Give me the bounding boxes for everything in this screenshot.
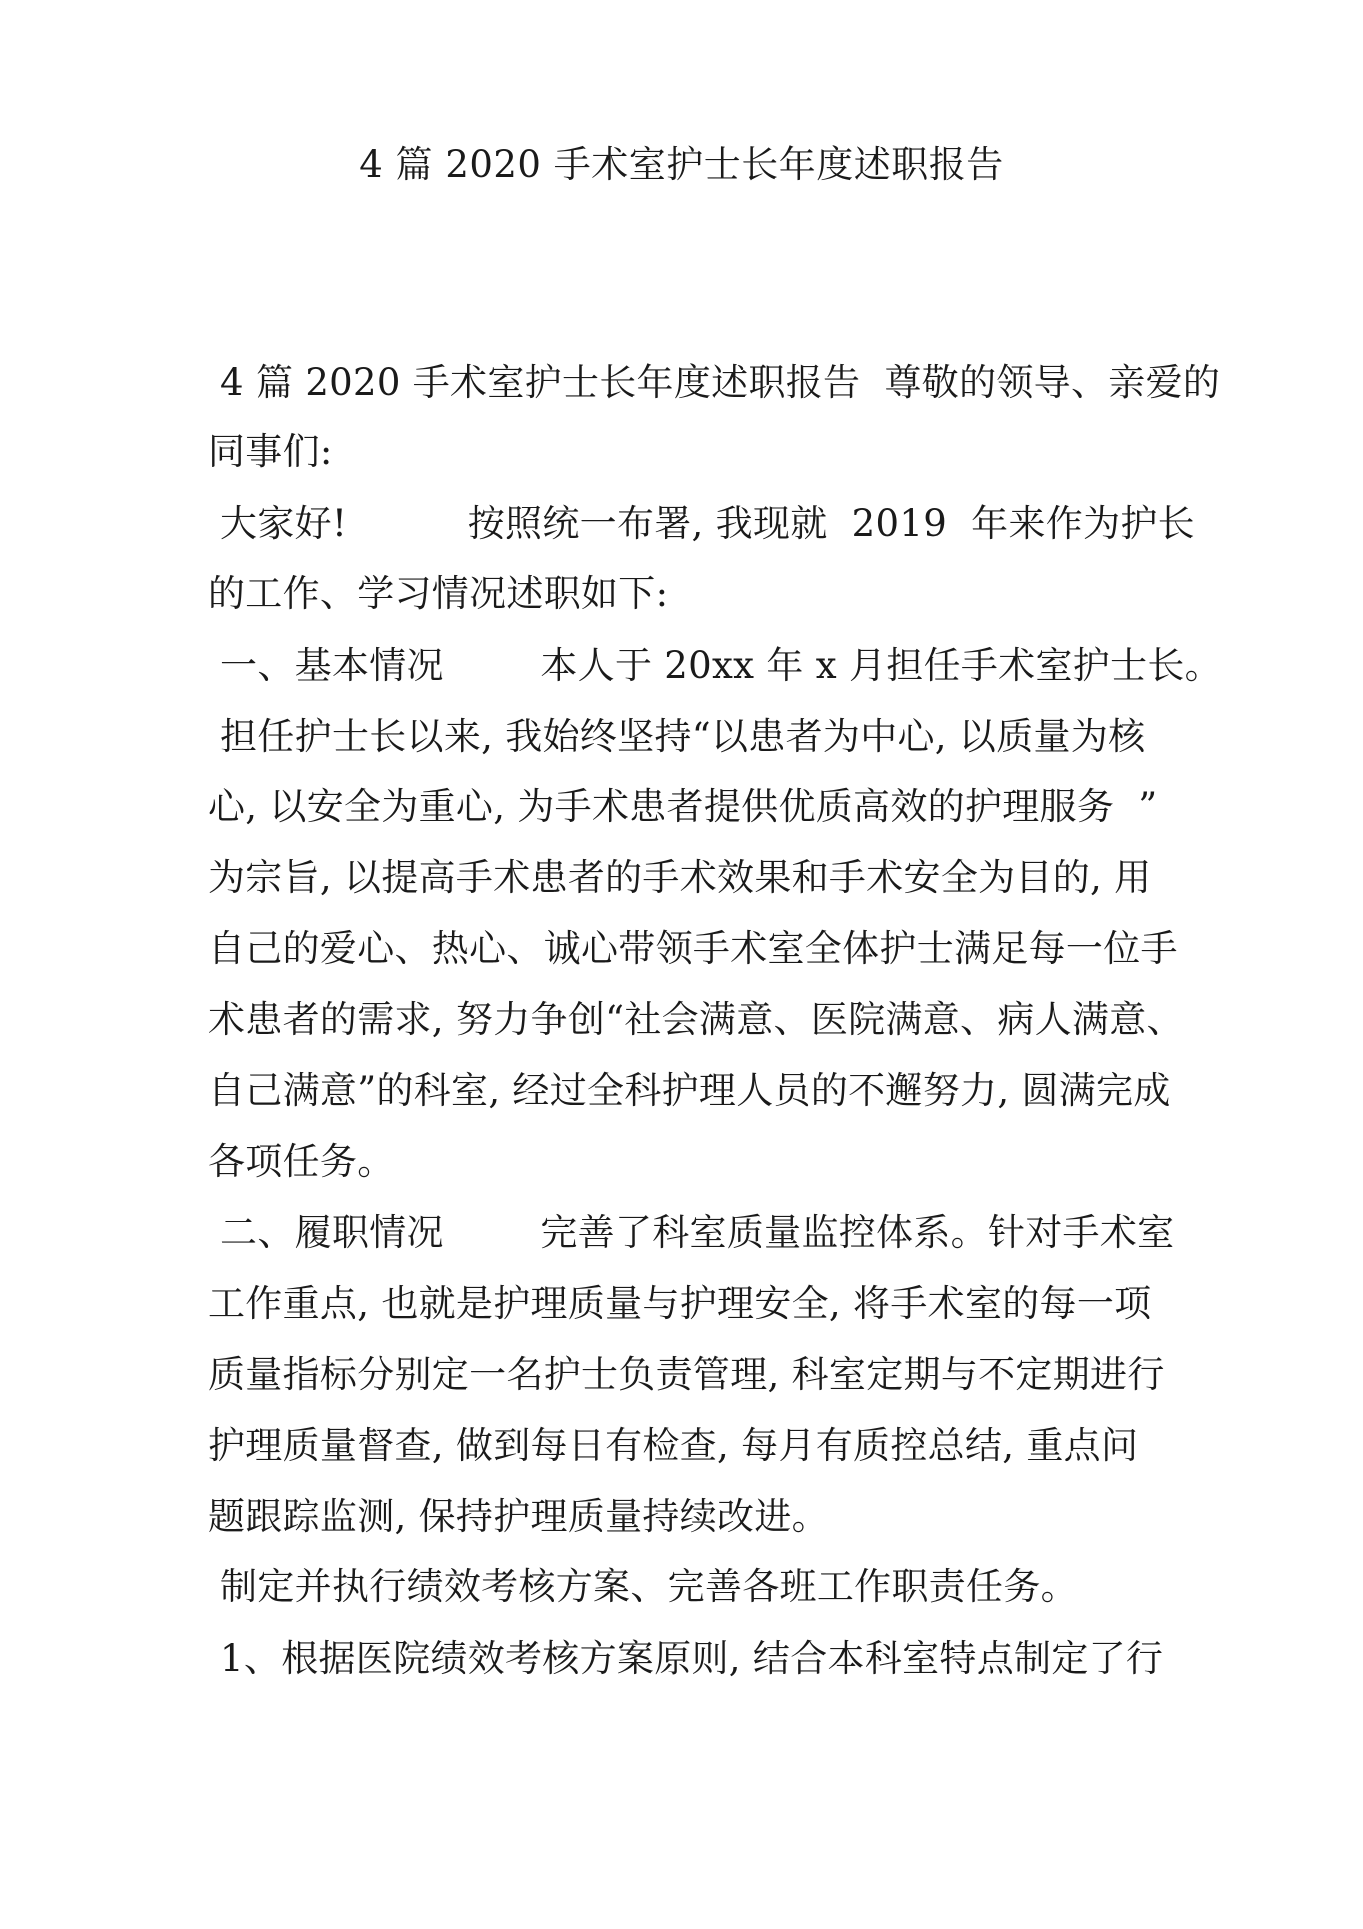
body-line: 担任护士长以来, 我始终坚持“以患者为中心, 以质量为核 [208, 715, 1146, 758]
body-line: 工作重点, 也就是护理质量与护理安全, 将手术室的每一项 [208, 1282, 1152, 1325]
body-line: 大家好! 按照统一布署, 我现就 2019 年来作为护长 [208, 502, 1195, 545]
body-line: 二、履职情况 完善了科室质量监控体系。针对手术室 [208, 1211, 1175, 1254]
body-line: 护理质量督查, 做到每日有检查, 每月有质控总结, 重点问 [208, 1424, 1139, 1467]
body-line: 质量指标分别定一名护士负责管理, 科室定期与不定期进行 [208, 1353, 1165, 1396]
body-line: 自己满意”的科室, 经过全科护理人员的不邂努力, 圆满完成 [208, 1069, 1171, 1112]
body-line: 术患者的需求, 努力争创“社会满意、医院满意、病人满意、 [208, 998, 1184, 1041]
body-line: 4 篇 2020 手术室护士长年度述职报告 尊敬的领导、亲爱的 [208, 361, 1221, 404]
body-line: 自己的爱心、热心、诚心带领手术室全体护士满足每一位手 [208, 927, 1178, 970]
body-line: 制定并执行绩效考核方案、完善各班工作职责任务。 [208, 1565, 1078, 1608]
body-line: 心, 以安全为重心, 为手术患者提供优质高效的护理服务 ” [208, 785, 1158, 828]
body-line: 各项任务。 [208, 1140, 395, 1183]
body-line: 一、基本情况 本人于 20xx 年 x 月担任手术室护士长。 [208, 644, 1222, 687]
body-line: 的工作、学习情况述职如下: [208, 572, 669, 615]
body-line: 1、根据医院绩效考核方案原则, 结合本科室特点制定了行 [208, 1637, 1164, 1680]
body-line: 同事们: [208, 430, 333, 473]
body-line: 为宗旨, 以提高手术患者的手术效果和手术安全为目的, 用 [208, 856, 1152, 899]
document-title: 4 篇 2020 手术室护士长年度述职报告 [359, 143, 1004, 186]
body-line: 题跟踪监测, 保持护理质量持续改进。 [208, 1495, 829, 1538]
